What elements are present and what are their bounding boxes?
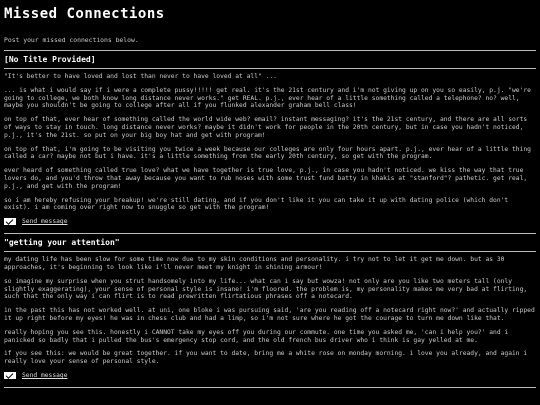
post: [4, 51, 536, 233]
post-paragraph: so i am hereby refusing your breakup! we're still dating, and if you don't like it you can take it up with dating police (which don't exist). i am coming over right now to snuggle so get with the program!: [4, 196, 509, 212]
post-paragraph: on top of that, i'm going to be visiting you twice a week because our colleges are only four hours apart. p.j., ever hear of a little thing called a car? maybe not but i have. it's a little something from the early 20th century, so get with the program.: [4, 145, 531, 161]
site-title: Missed Connections: [4, 6, 165, 22]
post-title: "getting your attention": [4, 238, 120, 248]
send-message-row: [4, 372, 536, 379]
envelope-icon[interactable]: [4, 372, 16, 379]
post-paragraph: really hoping you see this. honestly i CANNOT take my eyes off you during our commute. one time you asked me, 'can i help you?' and i panicked so badly that i pulled the bus's emergency stop cord, and the old french bus driver who i think is gay yelled at me.: [4, 328, 509, 344]
post-paragraph: ever heard of something called true love? what we have together is true love, p.j., in case you hadn't noticed. we kiss the way that true lovers do, and you'd throw that away because you want to rub noses with some trust fund batty in khakis at "stanford"? pathetic. get real, p.j., and get with the program!: [4, 167, 528, 190]
divider: [4, 387, 536, 388]
divider: [4, 251, 536, 252]
send-message-link[interactable]: Send message: [22, 218, 68, 226]
post-paragraph: ... is what i would say if i were a complete pussy!!!!! get real. it's the 21st century and i'm not giving up on you so easily, p.j. "we're going to college, we both know long distance never works." get REAL. p.j., ever hear of a little something called a telephone? no? well, maybe you shouldn't be going to college after all if you flunked alexander graham bell class!: [4, 86, 531, 110]
post-title: [No Title Provided]: [4, 55, 96, 64]
post-paragraph: if you see this: we would be great together. if you want to date, bring me a white rose on monday morning. i love you already, and again i really love your sense of personal style.: [4, 350, 528, 366]
send-message-row: [4, 218, 536, 225]
send-message-link[interactable]: Send message: [22, 371, 68, 379]
post-paragraph: so imagine my surprise when you strut handsomely into my life... what can i say but wowza! not only are you like two meters tall (only slightly exaggerating), your sense of personal style is insane! i'm floored. the problem is, my personality makes me very bad at flirting, such that the only way i can flirt is to read prewritten flirtatious phrases off a notecard.: [4, 277, 528, 301]
post-paragraph: on top of that, ever hear of something called the world wide web? email? instant messaging? it's the 21st century, and there are all sorts of ways to stay in touch. long distance never works? maybe it didn't work for people in the 20th century, but in case you hadn't noticed, p.j., it's the 21st. so put on your big boy hat and get with program!: [4, 116, 528, 139]
post-paragraph: my dating life has been slow for some time now due to my skin conditions and personality. i try not to let it get me down. but as 30 approaches, it's beginning to look like i'll never meet my knight in shining armour!: [4, 256, 505, 271]
post: [4, 234, 536, 387]
intro-text: Post your missed connections below.: [4, 36, 139, 44]
post-paragraph: "It's better to have loved and lost than never to have loved at all" ...: [4, 73, 277, 80]
divider: [4, 68, 536, 69]
envelope-icon[interactable]: [4, 218, 16, 225]
post-paragraph: in the past this has not worked well. at uni, one bloke i was pursuing said, 'are you reading off a notecard right now?' and actually ripped it up right before my eyes! he was in chess club and had a limp, so i'm not sure where he got the courage to turn me down like that.: [4, 307, 535, 322]
